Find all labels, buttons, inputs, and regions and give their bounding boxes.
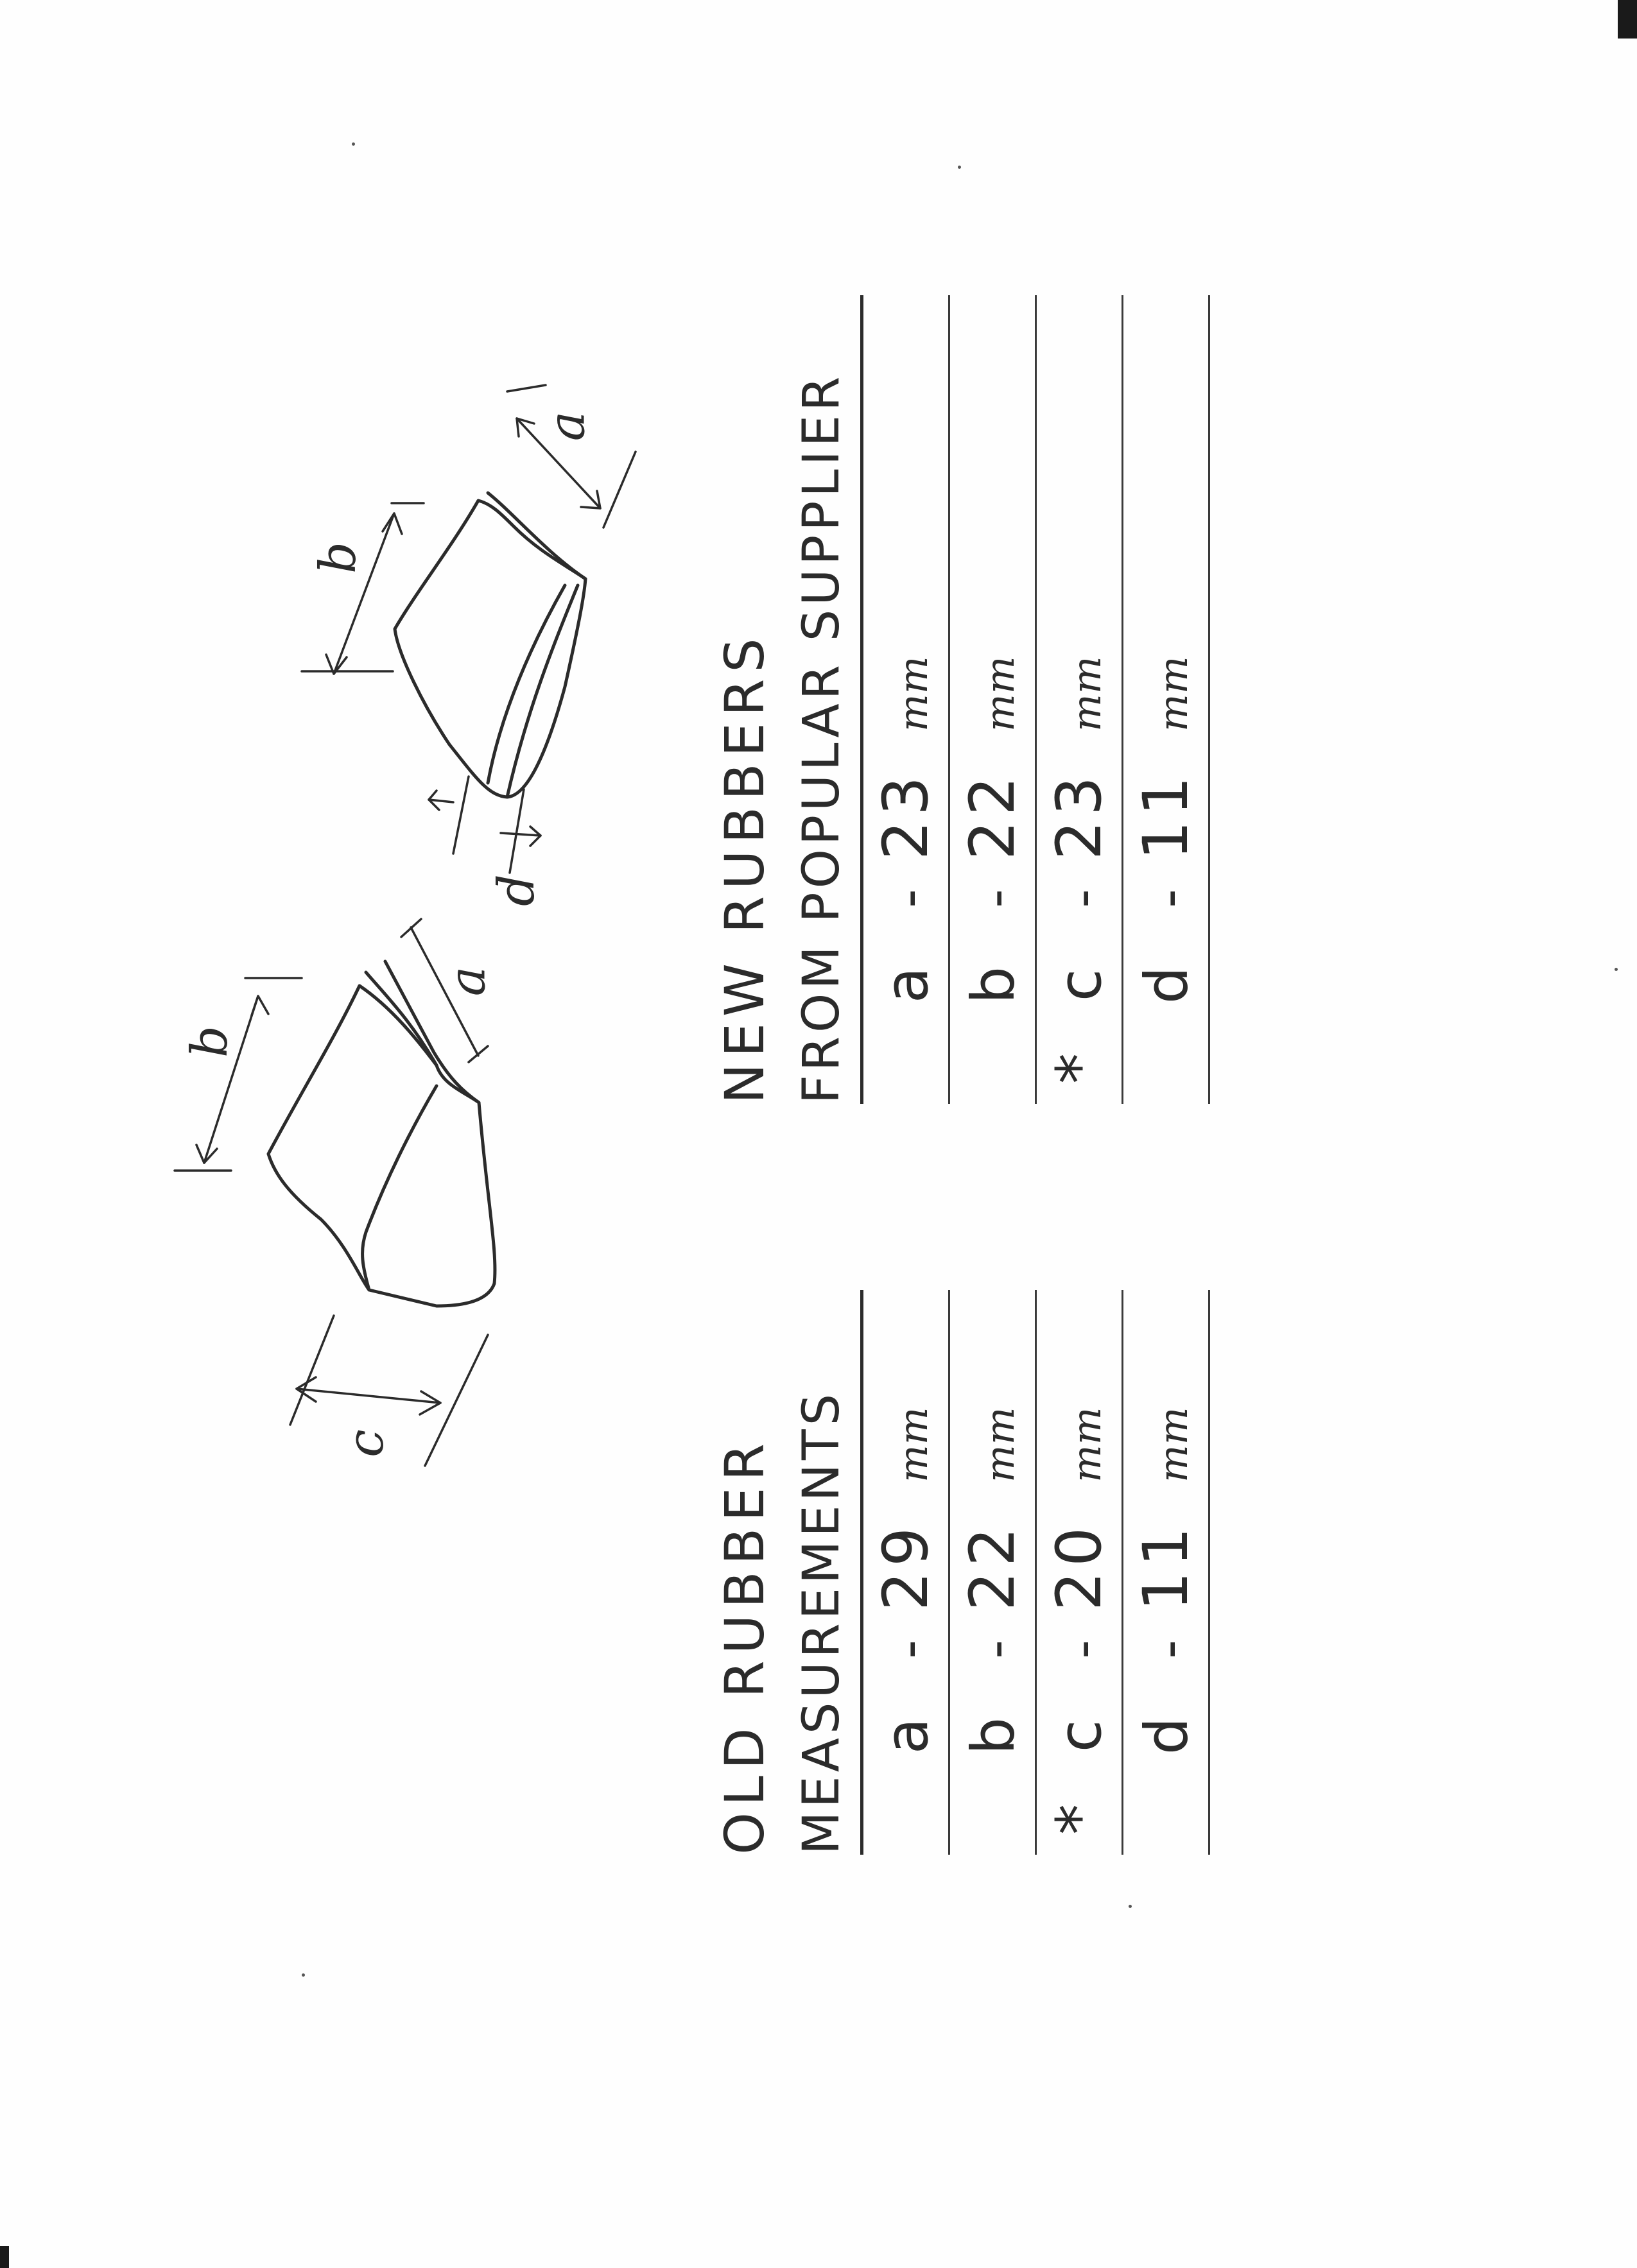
measurement-unit: mm — [976, 656, 1023, 732]
measurement-value: 20 — [1043, 1522, 1115, 1611]
measurement-row — [1123, 295, 1210, 1104]
new-rubber-subtitle: FROM POPULAR SUPPLIER — [783, 295, 863, 1104]
measurement-unit: mm — [1063, 656, 1110, 732]
separator-dash: - — [879, 889, 940, 908]
dimension-letter: c — [1046, 968, 1114, 1002]
separator-dash: - — [1052, 1640, 1113, 1659]
old-dimension-a-label: a — [438, 966, 497, 997]
measurement-value: 29 — [870, 1522, 942, 1611]
measurement-unit: mm — [890, 656, 937, 732]
measurement-row — [1037, 1290, 1123, 1855]
new-rubber-table — [706, 295, 1210, 1104]
separator-dash: - — [879, 1640, 940, 1659]
separator-dash: - — [966, 889, 1026, 908]
separator-dash: - — [1052, 889, 1113, 908]
measurement-row — [863, 1290, 950, 1855]
measurement-value: 11 — [1130, 1522, 1202, 1611]
new-dimension-a-label: a — [538, 411, 596, 442]
measurement-unit: mm — [1150, 656, 1197, 732]
measurement-row — [950, 295, 1037, 1104]
old-rubber-table — [706, 1290, 1210, 1855]
dimension-letter: d — [1132, 1717, 1201, 1755]
separator-dash: - — [966, 1640, 1026, 1659]
measurement-value: 11 — [1130, 771, 1202, 860]
measurement-unit: mm — [1063, 1407, 1110, 1482]
measurement-value: 23 — [1043, 771, 1115, 860]
measurement-row — [1123, 1290, 1210, 1855]
measurement-unit: mm — [1150, 1407, 1197, 1482]
measurement-row — [1037, 295, 1123, 1104]
dimension-letter: b — [959, 966, 1028, 1004]
new-dimension-b-label: b — [309, 542, 367, 574]
measurement-unit: mm — [976, 1407, 1023, 1482]
separator-dash: - — [1139, 889, 1200, 908]
asterisk-marker: * — [1043, 1804, 1115, 1835]
dimension-letter: c — [1046, 1719, 1114, 1753]
measurement-row — [863, 295, 950, 1104]
old-dimension-b-label: b — [180, 1026, 239, 1058]
separator-dash: - — [1139, 1640, 1200, 1659]
measurement-row — [950, 1290, 1037, 1855]
new-dimension-d-label: d — [487, 874, 546, 906]
old-dimension-c-label: c — [336, 1429, 395, 1457]
dimension-letter: a — [872, 1717, 941, 1755]
new-rubber-title: NEW RUBBERS — [713, 631, 776, 1104]
old-rubber-title: OLD RUBBER — [713, 1437, 776, 1855]
asterisk-marker: * — [1043, 1053, 1115, 1084]
dimension-letter: b — [959, 1717, 1028, 1755]
measurement-value: 22 — [957, 771, 1028, 860]
new-rubber-rows — [863, 295, 1210, 1104]
old-rubber-subtitle: MEASUREMENTS — [783, 1290, 863, 1855]
old-rubber-rows — [863, 1290, 1210, 1855]
dimension-letter: a — [872, 966, 941, 1004]
measurement-unit: mm — [890, 1407, 937, 1482]
measurement-value: 23 — [870, 771, 942, 860]
measurement-value: 22 — [957, 1522, 1028, 1611]
dimension-letter: d — [1132, 966, 1201, 1004]
